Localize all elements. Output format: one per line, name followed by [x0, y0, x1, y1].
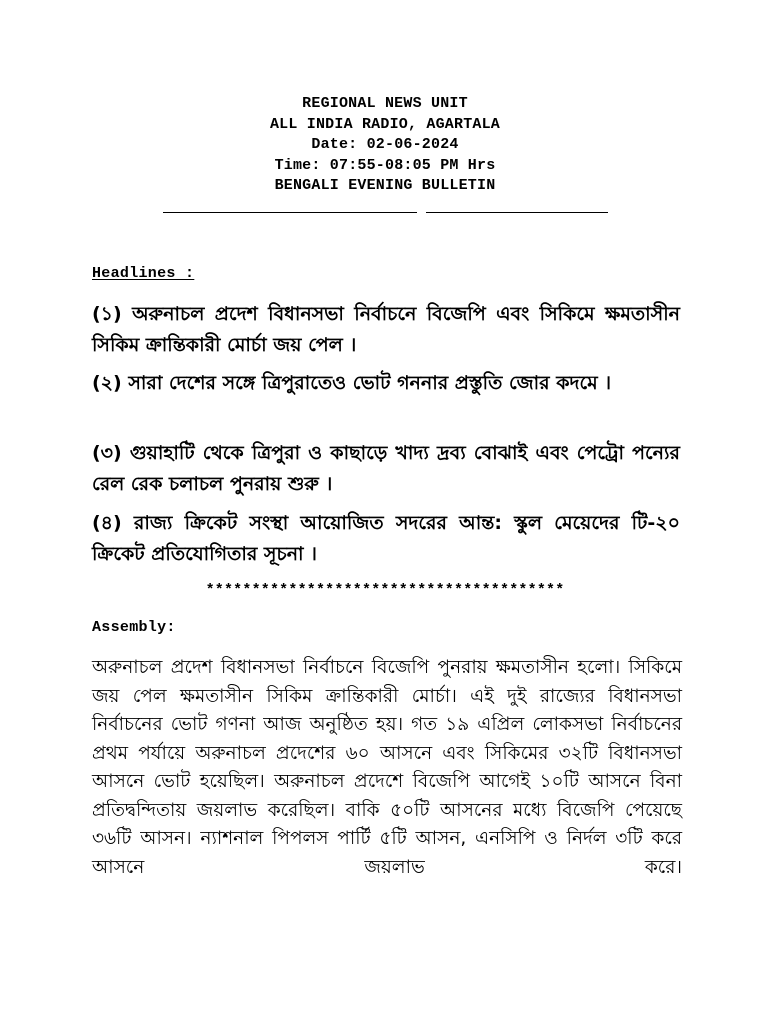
- header-unit: REGIONAL NEWS UNIT: [302, 95, 468, 112]
- headline-item-4: (৪) রাজ্য ক্রিকেট সংস্থা আয়োজিত সদরের আন্ত: স্কুল মেয়েদের টি-২০ ক্রিকেট প্রতিযোগিতার সূচনা ।: [92, 512, 680, 565]
- header-station: ALL INDIA RADIO, AGARTALA: [269, 115, 501, 133]
- section-separator: ***************************************: [205, 582, 565, 599]
- header-bulletin-title: BENGALI EVENING BULLETIN: [274, 177, 496, 194]
- headlines-label: Headlines :: [92, 265, 195, 282]
- assembly-label: Assembly:: [92, 619, 176, 636]
- headline-item-3: (৩) গুয়াহাটি থেকে ত্রিপুরা ও কাছাড়ে খাদ্য দ্রব্য বোঝাই এবং পেট্রো পন্যের রেল রেক চলাচল পুনরায় শুরু ।: [92, 442, 680, 495]
- headline-item-2: (২) সারা দেশের সঙ্গে ত্রিপুরাতেও ভোট গননার প্রস্তুতি জোর কদমে ।: [92, 372, 612, 394]
- headline-item-1: (১) অরুনাচল প্রদেশ বিধানসভা নির্বাচনে বিজেপি এবং সিকিমে ক্ষমতাসীন সিকিম ক্রান্তিকারী মোর্চা জয় পেল ।: [92, 303, 680, 356]
- header-time: Time: 07:55-08:05 PM Hrs: [274, 156, 496, 174]
- header-date: Date: 02-06-2024: [311, 136, 459, 153]
- header-divider-right: [426, 212, 608, 213]
- header-divider-left: [163, 212, 417, 213]
- bulletin-header: [0, 94, 770, 197]
- assembly-body-text: অরুনাচল প্রদেশ বিধানসভা নির্বাচনে বিজেপি পুনরায় ক্ষমতাসীন হলো। সিকিমে জয় পেল ক্ষমতাসীন সিকিম ক্রান্তিকারী মোর্চা। এই দুই রাজ্যের বিধানসভা নির্বাচনের ভোট গণনা আজ অনুষ্ঠিত হয়। গত ১৯ এপ্রিল লোকসভা নির্বাচনের প্রথম পর্যায়ে অরুনাচল প্রদেশের ৬০ আসনে এবং সিকিমের ৩২টি বিধানসভা আসনে ভোট হয়েছিল। অরুনাচল প্রদেশে বিজেপি আগেই ১০টি আসনে বিনা প্রতিদ্বন্দিতায় জয়লাভ করেছিল। বাকি ৫০টি আসনের মধ্যে বিজেপি পেয়েছে ৩৬টি আসন। ন্যাশনাল পিপলস পার্টি ৫টি আসন, এনসিপি ও নির্দল ৩টি করে আসনে জয়লাভ করে।: [92, 657, 682, 878]
